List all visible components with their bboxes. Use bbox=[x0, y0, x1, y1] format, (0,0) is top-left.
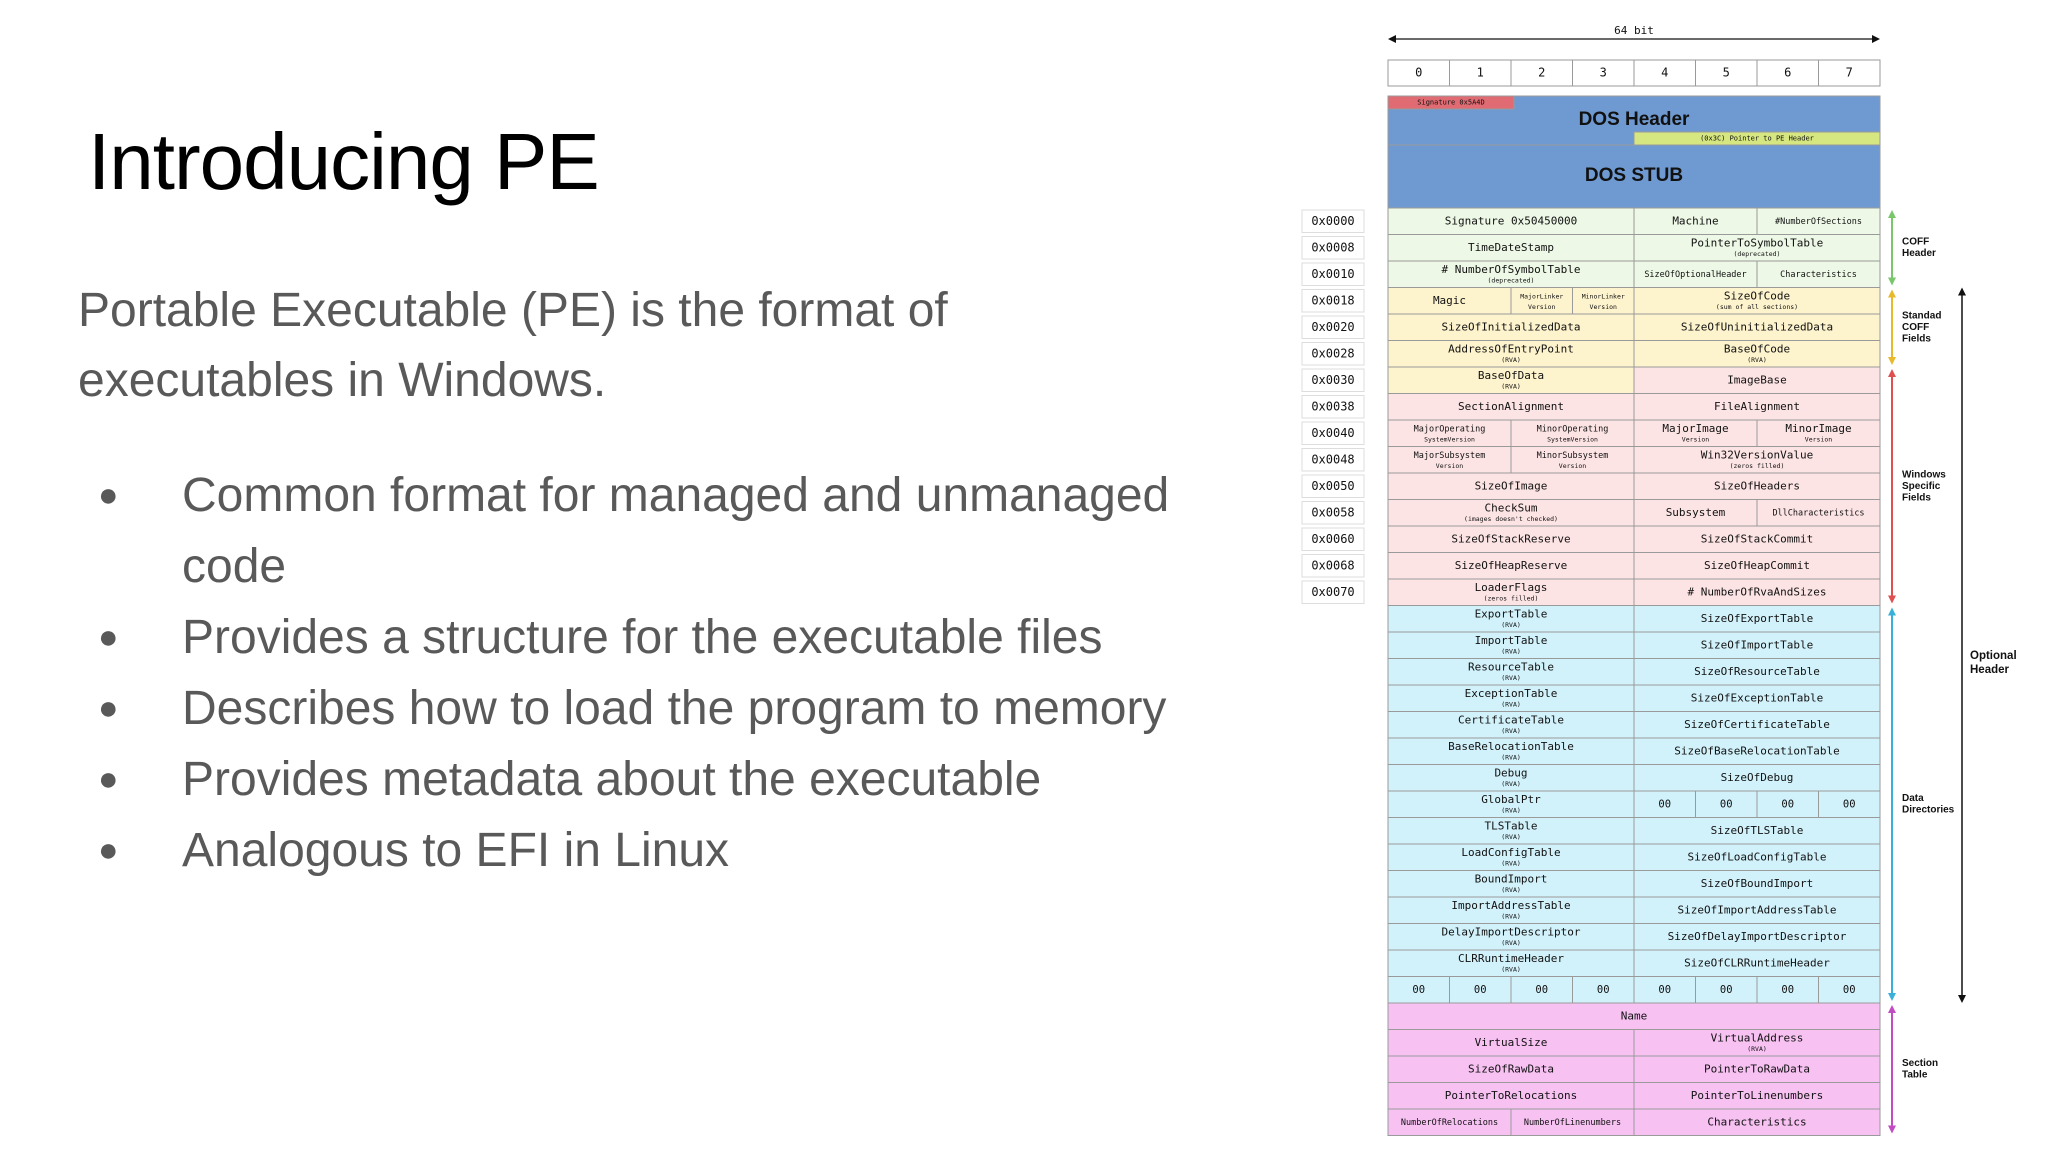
offset-label: 0x0028 bbox=[1311, 346, 1355, 361]
bracket-arrow-up-icon bbox=[1888, 608, 1896, 616]
offset-label: 0x0050 bbox=[1311, 478, 1355, 493]
field-label: GlobalPtr bbox=[1481, 793, 1541, 806]
offset-label: 0x0030 bbox=[1311, 372, 1355, 387]
bullet-dot-icon: ● bbox=[98, 618, 119, 656]
field-label: 00 bbox=[1535, 983, 1549, 996]
field-label: SizeOfCLRRuntimeHeader bbox=[1684, 956, 1830, 970]
offset-label: 0x0038 bbox=[1311, 399, 1355, 414]
field-sublabel: (zeros filled) bbox=[1729, 462, 1785, 470]
field-label: 00 bbox=[1781, 798, 1795, 811]
field-label: PointerToRelocations bbox=[1444, 1088, 1578, 1102]
offset-label: 0x0048 bbox=[1311, 452, 1355, 467]
field-label: SizeOfDebug bbox=[1720, 770, 1794, 784]
optional-arrow-down-icon bbox=[1958, 995, 1966, 1003]
bracket-label: Standad bbox=[1902, 310, 1942, 322]
field-label: SizeOfHeapCommit bbox=[1704, 558, 1810, 572]
field-label: SizeOfHeapReserve bbox=[1454, 558, 1568, 572]
field-sublabel: (RVA) bbox=[1501, 674, 1521, 682]
field-sublabel: Version bbox=[1804, 435, 1833, 444]
field-label: CertificateTable bbox=[1458, 713, 1564, 727]
optional-label: Header bbox=[1970, 664, 2009, 677]
bracket-arrow-up-icon bbox=[1888, 290, 1896, 298]
bracket-label: Directories bbox=[1902, 804, 1955, 816]
field-sublabel: (RVA) bbox=[1501, 356, 1521, 364]
field-label: ExceptionTable bbox=[1464, 687, 1558, 700]
bracket-label: Fields bbox=[1902, 492, 1931, 504]
field-label: ExportTable bbox=[1474, 607, 1548, 621]
field-sublabel: (RVA) bbox=[1501, 833, 1521, 841]
field-label: Name bbox=[1620, 1009, 1648, 1023]
bracket-label: Fields bbox=[1902, 333, 1931, 345]
bracket-label: Section bbox=[1902, 1058, 1939, 1070]
field-label: PointerToRawData bbox=[1704, 1062, 1810, 1076]
offset-label: 0x0058 bbox=[1311, 505, 1355, 520]
field-label: SizeOfExportTable bbox=[1700, 611, 1814, 625]
field-label: ResourceTable bbox=[1467, 660, 1555, 674]
field-label: CLRRuntimeHeader bbox=[1458, 952, 1564, 965]
field-label: BaseRelocationTable bbox=[1448, 740, 1574, 753]
field-label: SizeOfInitializedData bbox=[1441, 320, 1581, 334]
field-sublabel: (RVA) bbox=[1501, 753, 1521, 762]
field-label: Signature 0x50450000 bbox=[1444, 214, 1578, 228]
field-sublabel: Version bbox=[1681, 435, 1710, 444]
field-label: # NumberOfSymbolTable bbox=[1441, 263, 1581, 276]
offset-label: 0x0060 bbox=[1311, 531, 1355, 546]
field-label: MajorSubsystem bbox=[1413, 451, 1486, 461]
field-label: SizeOfCode bbox=[1723, 289, 1791, 303]
bullet-text: Describes how to load the program to memory bbox=[182, 682, 1167, 735]
field-label: AddressOfEntryPoint bbox=[1448, 342, 1574, 356]
field-sublabel: Version bbox=[1435, 462, 1464, 470]
field-label: VirtualAddress bbox=[1710, 1031, 1804, 1045]
field-label: 00 bbox=[1658, 798, 1672, 811]
field-label: ImageBase bbox=[1727, 373, 1787, 387]
field-label: DllCharacteristics bbox=[1772, 508, 1865, 519]
field-label: Characteristics bbox=[1780, 269, 1857, 280]
bracket-arrow-up-icon bbox=[1888, 1005, 1896, 1013]
field-sublabel: (RVA) bbox=[1501, 912, 1521, 921]
field-sublabel: (RVA) bbox=[1501, 621, 1521, 629]
byte-index-label: 7 bbox=[1845, 65, 1853, 80]
field-sublabel: (RVA) bbox=[1501, 806, 1521, 815]
field-label: Debug bbox=[1494, 766, 1528, 780]
bracket-arrow-down-icon bbox=[1888, 278, 1896, 286]
field-label: SizeOfUninitializedData bbox=[1680, 320, 1834, 334]
field-label: SizeOfImportTable bbox=[1700, 638, 1814, 652]
field-label: SizeOfOptionalHeader bbox=[1644, 269, 1747, 280]
byte-index-label: 4 bbox=[1661, 65, 1669, 80]
bullet-text: Provides metadata about the executable bbox=[182, 753, 1042, 806]
dos-pointer-label: (0x3C) Pointer to PE Header bbox=[1700, 134, 1814, 143]
field-label: SizeOfTLSTable bbox=[1710, 823, 1804, 837]
byte-index-label: 6 bbox=[1784, 65, 1792, 80]
width-arrow-right-icon bbox=[1872, 35, 1880, 43]
field-label: SizeOfExceptionTable bbox=[1690, 691, 1824, 705]
field-label: DelayImportDescriptor bbox=[1441, 925, 1581, 939]
bracket-arrow-down-icon bbox=[1888, 993, 1896, 1001]
field-label: TLSTable bbox=[1484, 819, 1538, 833]
field-label: LoaderFlags bbox=[1474, 581, 1548, 594]
field-label: SizeOfResourceTable bbox=[1694, 664, 1820, 678]
field-label: SizeOfBaseRelocationTable bbox=[1674, 744, 1840, 758]
field-sublabel: (images doesn't checked) bbox=[1464, 515, 1558, 523]
offset-label: 0x0040 bbox=[1311, 425, 1355, 440]
field-label: MinorSubsystem bbox=[1536, 451, 1609, 461]
field-label: Characteristics bbox=[1707, 1115, 1807, 1129]
field-sublabel: (RVA) bbox=[1501, 382, 1521, 391]
offset-label: 0x0000 bbox=[1311, 213, 1355, 228]
field-label: 00 bbox=[1596, 983, 1610, 996]
field-sublabel: (RVA) bbox=[1501, 939, 1521, 947]
field-sublabel: (RVA) bbox=[1501, 727, 1521, 735]
byte-index-label: 3 bbox=[1599, 65, 1607, 80]
field-sublabel: (RVA) bbox=[1501, 886, 1521, 894]
byte-index-label: 1 bbox=[1476, 65, 1484, 80]
field-label: TimeDateStamp bbox=[1467, 240, 1555, 254]
bracket-label: COFF bbox=[1902, 236, 1930, 248]
byte-index-label: 0 bbox=[1415, 65, 1423, 80]
bracket-arrow-up-icon bbox=[1888, 210, 1896, 218]
field-sublabel: SystemVersion bbox=[1547, 435, 1598, 444]
field-label: SizeOfStackCommit bbox=[1700, 532, 1814, 546]
field-label: SizeOfDelayImportDescriptor bbox=[1667, 929, 1847, 943]
field-label: LoadConfigTable bbox=[1461, 846, 1561, 859]
bracket-arrow-up-icon bbox=[1888, 369, 1896, 377]
field-label: 00 bbox=[1473, 983, 1487, 996]
intro-paragraph: Portable Executable (PE) is the format of executables in Windows. bbox=[78, 284, 948, 407]
field-label: SizeOfRawData bbox=[1467, 1062, 1555, 1076]
field-label: # NumberOfRvaAndSizes bbox=[1687, 585, 1827, 599]
bracket-arrow-down-icon bbox=[1888, 357, 1896, 365]
field-label: NumberOfRelocations bbox=[1400, 1117, 1499, 1128]
dos-signature-label: Signature 0x5A4D bbox=[1417, 98, 1485, 107]
width-arrow-left-icon bbox=[1388, 35, 1396, 43]
field-sublabel: Version bbox=[1528, 303, 1556, 311]
field-label: SizeOfImage bbox=[1474, 479, 1548, 493]
field-sublabel: Version bbox=[1558, 462, 1587, 470]
field-label: MajorLinker bbox=[1520, 292, 1564, 301]
bullet-text: Provides a structure for the executable files bbox=[182, 611, 1103, 664]
field-label: MinorLinker bbox=[1581, 292, 1625, 301]
field-sublabel: SystemVersion bbox=[1424, 435, 1475, 444]
field-label: FileAlignment bbox=[1713, 399, 1801, 413]
field-label: 00 bbox=[1719, 983, 1733, 996]
byte-index-label: 2 bbox=[1538, 65, 1546, 80]
offset-label: 0x0010 bbox=[1311, 266, 1355, 281]
bracket-arrow-down-icon bbox=[1888, 1126, 1896, 1134]
bullet-dot-icon: ● bbox=[98, 476, 119, 514]
field-sublabel: (RVA) bbox=[1501, 859, 1521, 868]
offset-label: 0x0020 bbox=[1311, 319, 1355, 334]
dos-stub-label: DOS STUB bbox=[1584, 165, 1684, 187]
optional-label: Optional bbox=[1970, 650, 2017, 663]
field-sublabel: (sum of all sections) bbox=[1715, 303, 1799, 311]
field-label: Machine bbox=[1672, 214, 1719, 228]
field-label: 00 bbox=[1842, 983, 1856, 996]
field-label: CheckSum bbox=[1484, 501, 1538, 515]
offset-label: 0x0068 bbox=[1311, 558, 1355, 573]
field-sublabel: (RVA) bbox=[1747, 1045, 1767, 1053]
bullet-dot-icon: ● bbox=[98, 831, 119, 869]
field-label: BaseOfCode bbox=[1723, 342, 1791, 356]
bullet-text: Common format for managed and unmanaged code bbox=[182, 469, 1170, 593]
field-label: BaseOfData bbox=[1477, 369, 1545, 382]
field-label: PointerToSymbolTable bbox=[1690, 236, 1824, 250]
field-label: SizeOfBoundImport bbox=[1700, 876, 1814, 890]
field-label: ImportAddressTable bbox=[1451, 899, 1571, 912]
field-label: SizeOfHeaders bbox=[1713, 479, 1801, 493]
bracket-label: COFF bbox=[1902, 321, 1930, 333]
optional-arrow-up-icon bbox=[1958, 288, 1966, 296]
bullet-dot-icon: ● bbox=[98, 689, 119, 727]
offset-label: 0x0008 bbox=[1311, 240, 1355, 255]
field-sublabel: (RVA) bbox=[1501, 780, 1521, 788]
field-label: Subsystem bbox=[1665, 505, 1726, 519]
field-sublabel: Version bbox=[1589, 303, 1617, 311]
field-label: SizeOfStackReserve bbox=[1451, 532, 1571, 546]
field-label: MinorOperating bbox=[1536, 424, 1609, 435]
slide-title: Introducing PE bbox=[88, 117, 599, 206]
field-label: 00 bbox=[1719, 798, 1733, 811]
field-label: 00 bbox=[1842, 798, 1856, 811]
offset-label: 0x0018 bbox=[1311, 293, 1355, 308]
dos-header-label: DOS Header bbox=[1578, 109, 1690, 131]
field-label: SizeOfImportAddressTable bbox=[1677, 903, 1837, 917]
field-label: MajorOperating bbox=[1413, 424, 1486, 435]
field-sublabel: (RVA) bbox=[1501, 965, 1521, 974]
byte-index-label: 5 bbox=[1722, 65, 1730, 80]
field-label: Magic bbox=[1432, 293, 1467, 307]
field-label: Win32VersionValue bbox=[1700, 448, 1814, 462]
bracket-label: Header bbox=[1902, 248, 1936, 260]
field-sublabel: (RVA) bbox=[1501, 647, 1521, 656]
bullet-dot-icon: ● bbox=[98, 760, 119, 798]
bracket-label: Data bbox=[1902, 793, 1924, 805]
field-label: 00 bbox=[1412, 983, 1426, 996]
width-label: 64 bit bbox=[1614, 24, 1654, 37]
field-label: #NumberOfSections bbox=[1775, 216, 1862, 227]
offset-label: 0x0070 bbox=[1311, 584, 1355, 599]
field-label: VirtualSize bbox=[1474, 1035, 1548, 1049]
bracket-arrow-down-icon bbox=[1888, 596, 1896, 604]
field-label: 00 bbox=[1781, 983, 1795, 996]
bracket-label: Table bbox=[1902, 1069, 1928, 1081]
field-sublabel: (deprecated) bbox=[1733, 250, 1781, 258]
field-sublabel: (RVA) bbox=[1747, 356, 1767, 364]
field-label: SectionAlignment bbox=[1458, 399, 1564, 413]
field-sublabel: (deprecated) bbox=[1487, 276, 1535, 285]
field-label: PointerToLinenumbers bbox=[1690, 1088, 1824, 1102]
field-sublabel: (zeros filled) bbox=[1483, 594, 1539, 603]
bracket-label: Specific bbox=[1902, 480, 1941, 492]
field-label: NumberOfLinenumbers bbox=[1523, 1117, 1622, 1128]
field-label: 00 bbox=[1658, 983, 1672, 996]
field-label: SizeOfLoadConfigTable bbox=[1687, 850, 1827, 864]
bullet-text: Analogous to EFI in Linux bbox=[182, 824, 730, 877]
field-sublabel: (RVA) bbox=[1501, 700, 1521, 709]
field-label: BoundImport bbox=[1474, 872, 1548, 886]
field-label: SizeOfCertificateTable bbox=[1684, 717, 1830, 731]
bracket-label: Windows bbox=[1902, 469, 1946, 481]
field-label: MinorImage bbox=[1785, 422, 1852, 435]
field-label: ImportTable bbox=[1474, 634, 1548, 647]
field-label: MajorImage bbox=[1662, 422, 1729, 435]
